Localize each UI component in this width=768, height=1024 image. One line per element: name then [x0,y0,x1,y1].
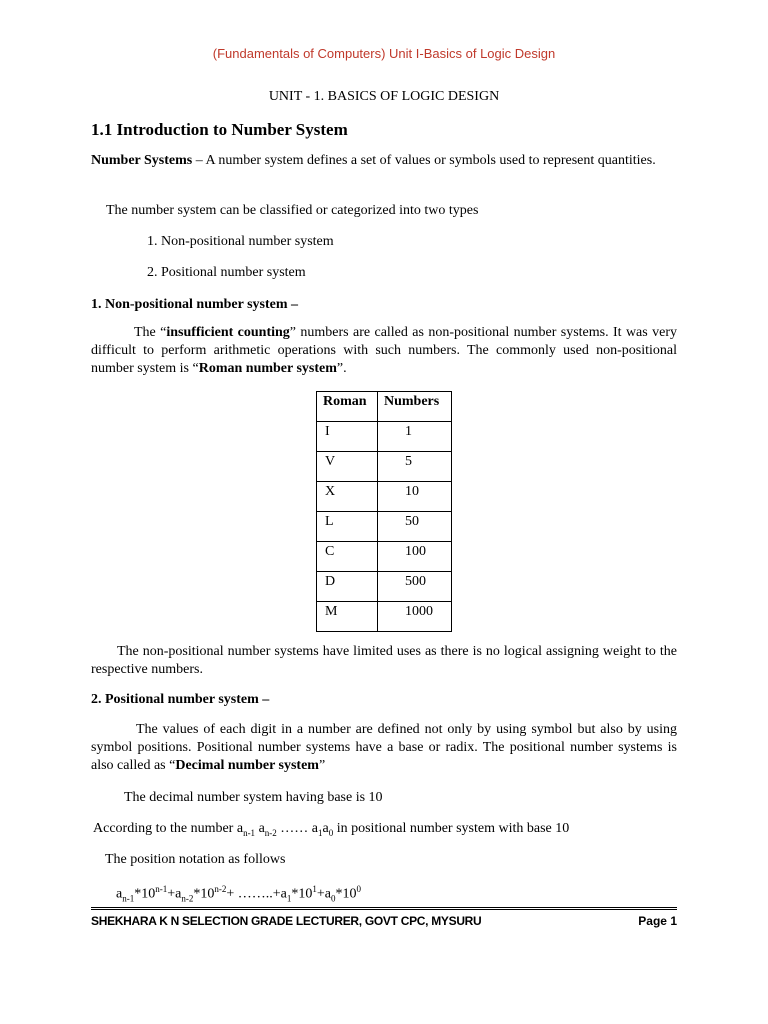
number-systems-term: Number Systems [91,153,193,168]
pos-bold-decimal: Decimal number system [175,758,319,773]
table-row [317,452,452,482]
f-t7: +a [316,886,331,902]
classification-intro: The number system can be classified or categorized into two types [106,203,479,218]
positional-heading: 2. Positional number system – [91,692,270,707]
np-bold-insufficient: insufficient counting [166,325,290,340]
f-t3-sub: n-2 [181,893,194,904]
page-header: (Fundamentals of Computers) Unit I-Basics of Logic Design [212,46,556,61]
pos-text-b: ” [318,758,326,773]
non-positional-limits: The non-positional number systems have limited uses as there is no logical assigning weight to the respective numbers. [91,644,677,677]
np-text-c: ”. [336,361,347,376]
sub-0: 0 [328,827,334,838]
table-cell: M [317,602,378,632]
page-number: Page 1 [638,914,677,928]
according-text-a: According to the number a [93,821,244,836]
table-header-roman: Roman [317,392,378,422]
f-t2: *10 [134,886,156,902]
table-cell: D [317,572,378,602]
according-mid-1: a [255,821,265,836]
table-cell: 100 [378,542,452,572]
f-t6-sup: 1 [312,884,317,894]
f-t1-sub: n-1 [122,893,135,904]
sub-1: 1 [318,827,323,838]
table-cell: 50 [378,512,452,542]
f-t1: a [116,886,123,902]
table-row [317,542,452,572]
np-text-b: ” numbers are called as non-positional number systems. It was very difficult to perform arithmetic operations with such numbers. The commonly used non-positional number system is “ [91,325,677,376]
sub-n-2: n-2 [264,827,277,838]
notation-intro: The position notation as follows [105,852,286,867]
position-notation-formula [116,880,361,907]
f-t7-sub: 0 [330,893,336,904]
f-t5-sub: 1 [286,893,292,904]
pos-text-a: The values of each digit in a number are defined not only by using symbol but also by using symbol positions. Positional number systems have a base or radix. The positional number systems is also called as “ [91,722,677,773]
table-cell: C [317,542,378,572]
table-row [317,572,452,602]
np-bold-roman: Roman number system [198,361,337,376]
table-cell: 1 [378,422,452,452]
f-t8-sup: 0 [356,884,361,894]
table-cell: X [317,482,378,512]
non-positional-paragraph [91,324,677,378]
footer-divider [91,907,677,910]
f-t4: *10 [193,886,215,902]
type-item-2: 2. Positional number system [147,265,306,280]
table-row [317,512,452,542]
number-systems-definition [91,152,677,170]
table-cell: 500 [378,572,452,602]
f-t8: *10 [335,886,357,902]
table-cell: L [317,512,378,542]
table-header-numbers: Numbers [378,392,452,422]
section-heading: 1.1 Introduction to Number System [91,120,348,139]
table-row [317,482,452,512]
f-t3: +a [167,886,182,902]
table-cell: 1000 [378,602,452,632]
sub-n-1: n-1 [243,827,256,838]
according-text-b: in positional number system with base 10 [333,821,570,836]
non-positional-heading: 1. Non-positional number system – [91,297,299,312]
number-systems-definition-text: – A number system defines a set of values or symbols used to represent quantities. [192,153,656,168]
type-item-1: 1. Non-positional number system [147,234,334,249]
np-text-a: The “ [134,325,167,340]
f-t4-sup: n-2 [214,884,227,894]
table-cell: 10 [378,482,452,512]
f-t5: + ……..+a [226,886,287,902]
table-cell: V [317,452,378,482]
footer-author: SHEKHARA K N SELECTION GRADE LECTURER, GOVT CPC, MYSURU [91,914,482,928]
table-row [317,602,452,632]
roman-numbers-table [316,391,452,632]
according-statement [93,820,569,842]
table-row [317,422,452,452]
according-mid-3: a [322,821,329,836]
according-mid-2: …… a [276,821,318,836]
positional-paragraph [91,721,677,775]
base-statement: The decimal number system having base is 10 [124,790,383,805]
unit-title: UNIT - 1. BASICS OF LOGIC DESIGN [268,89,500,104]
f-t6: *10 [291,886,313,902]
table-cell: 5 [378,452,452,482]
table-header-row [317,392,452,422]
f-t2-sup: n-1 [155,884,168,894]
table-cell: I [317,422,378,452]
